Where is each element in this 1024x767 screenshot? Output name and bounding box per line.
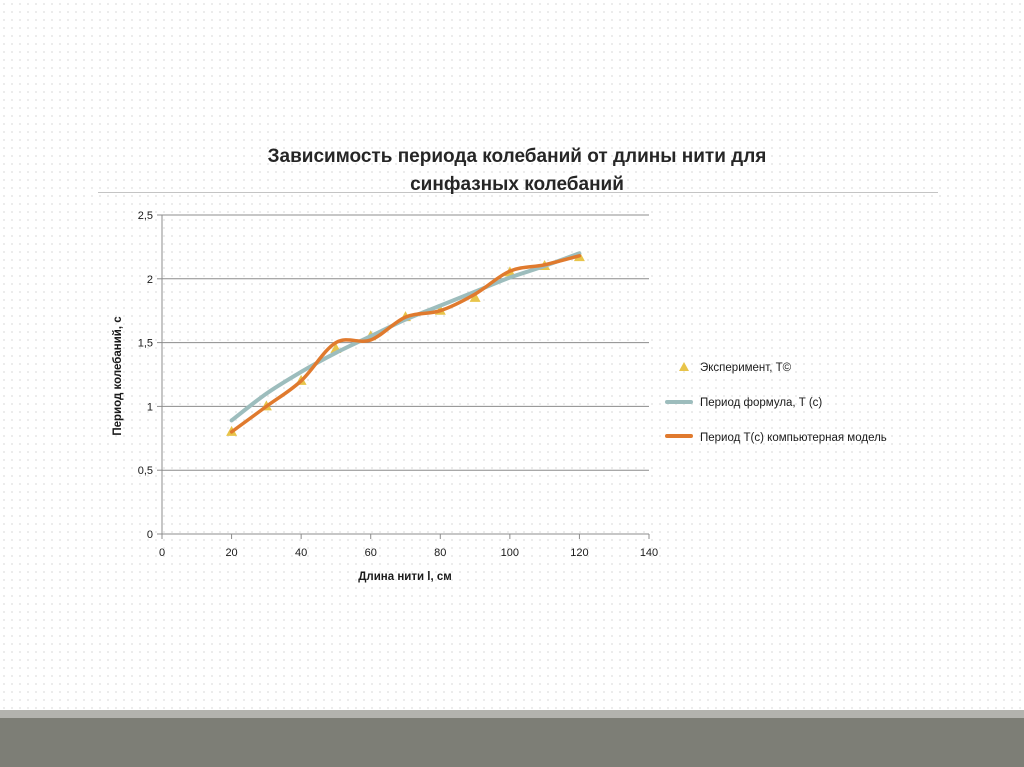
series-line-model xyxy=(232,256,580,432)
x-tick-label: 20 xyxy=(225,547,238,559)
legend-item-formula xyxy=(667,397,822,409)
legend xyxy=(667,362,887,444)
y-tick-label: 0,5 xyxy=(137,465,153,478)
x-axis-label: Длина нити l, см xyxy=(358,571,452,583)
x-tick-label: 120 xyxy=(570,547,589,559)
legend-label-formula: Период формула, T (с) xyxy=(700,397,823,409)
legend-marker-triangle xyxy=(679,362,689,371)
y-tick-label: 1 xyxy=(146,401,153,414)
legend-item-experiment xyxy=(679,362,792,374)
x-tick-label: 60 xyxy=(364,547,377,559)
x-tick-label: 100 xyxy=(500,547,520,559)
x-tick-labels xyxy=(159,547,658,559)
y-tick-label: 1,5 xyxy=(137,337,153,350)
legend-item-model xyxy=(667,432,887,444)
x-tick-label: 0 xyxy=(158,547,166,559)
x-tick-label: 40 xyxy=(295,547,308,559)
chart-title-line-2: синфазных колебаний xyxy=(410,174,624,195)
y-tick-label: 2,5 xyxy=(137,210,153,222)
axes xyxy=(157,215,649,539)
x-tick-label: 80 xyxy=(434,547,447,559)
chart-title xyxy=(268,146,767,195)
y-tick-label: 2 xyxy=(146,273,153,286)
x-tick-label: 140 xyxy=(639,547,659,559)
y-tick-labels xyxy=(138,210,153,541)
legend-label-experiment: Эксперимент, T© xyxy=(700,362,792,374)
chart-title-line-1: Зависимость периода колебаний от длины нити для xyxy=(267,146,767,167)
y-axis-label: Период колебаний, с xyxy=(112,316,124,436)
y-tick-label: 0 xyxy=(146,529,153,541)
legend-label-model: Период T(с) компьютерная модель xyxy=(700,432,887,444)
